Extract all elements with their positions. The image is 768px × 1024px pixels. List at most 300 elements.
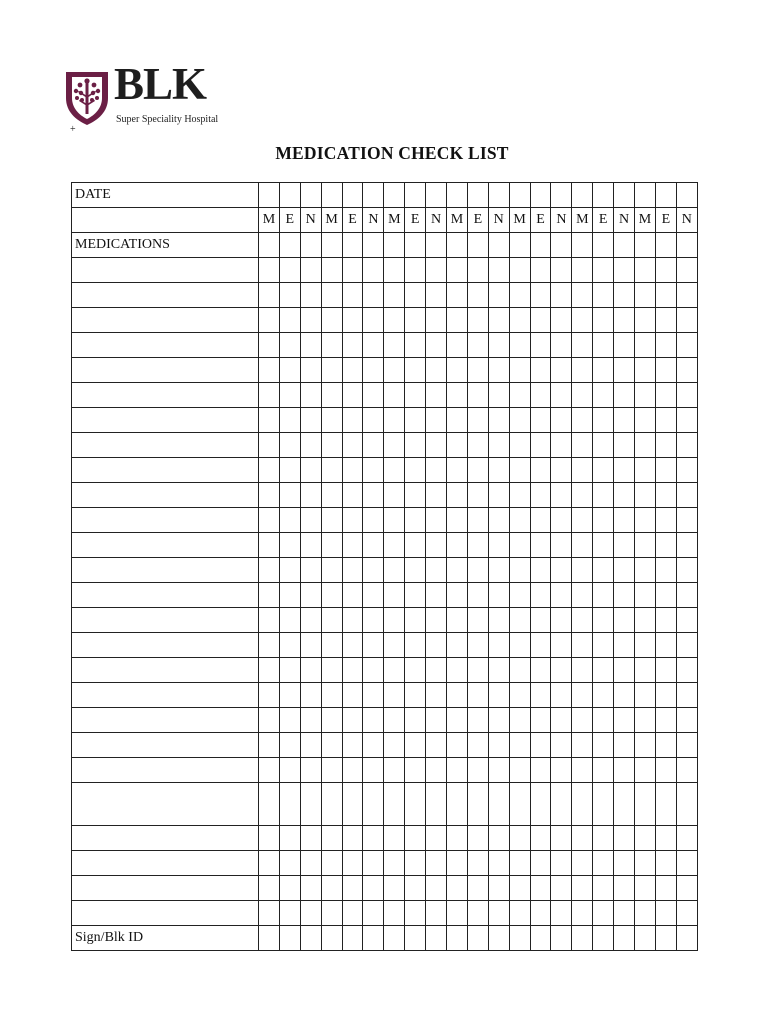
check-cell[interactable]	[572, 826, 593, 851]
check-cell[interactable]	[467, 633, 488, 658]
medication-name-cell[interactable]	[72, 876, 259, 901]
check-cell[interactable]	[447, 783, 468, 826]
check-cell[interactable]	[259, 901, 280, 926]
check-cell[interactable]	[551, 558, 572, 583]
check-cell[interactable]	[447, 876, 468, 901]
check-cell[interactable]	[572, 633, 593, 658]
check-cell[interactable]	[509, 383, 530, 408]
check-cell[interactable]	[530, 258, 551, 283]
check-cell[interactable]	[593, 633, 614, 658]
date-cell[interactable]	[635, 183, 656, 208]
check-cell[interactable]	[321, 408, 342, 433]
check-cell[interactable]	[279, 283, 300, 308]
check-cell[interactable]	[321, 558, 342, 583]
check-cell[interactable]	[572, 233, 593, 258]
check-cell[interactable]	[572, 308, 593, 333]
check-cell[interactable]	[447, 758, 468, 783]
check-cell[interactable]	[279, 308, 300, 333]
check-cell[interactable]	[342, 308, 363, 333]
check-cell[interactable]	[342, 358, 363, 383]
check-cell[interactable]	[447, 733, 468, 758]
check-cell[interactable]	[384, 683, 405, 708]
check-cell[interactable]	[363, 826, 384, 851]
check-cell[interactable]	[363, 308, 384, 333]
check-cell[interactable]	[363, 733, 384, 758]
check-cell[interactable]	[363, 583, 384, 608]
check-cell[interactable]	[300, 308, 321, 333]
check-cell[interactable]	[509, 258, 530, 283]
medication-name-cell[interactable]	[72, 901, 259, 926]
check-cell[interactable]	[676, 233, 697, 258]
check-cell[interactable]	[593, 283, 614, 308]
check-cell[interactable]	[635, 876, 656, 901]
check-cell[interactable]	[655, 633, 676, 658]
check-cell[interactable]	[551, 358, 572, 383]
check-cell[interactable]	[467, 758, 488, 783]
check-cell[interactable]	[321, 383, 342, 408]
sign-cell[interactable]	[655, 926, 676, 951]
check-cell[interactable]	[279, 233, 300, 258]
check-cell[interactable]	[635, 333, 656, 358]
check-cell[interactable]	[384, 758, 405, 783]
sign-cell[interactable]	[384, 926, 405, 951]
check-cell[interactable]	[300, 851, 321, 876]
check-cell[interactable]	[509, 608, 530, 633]
check-cell[interactable]	[384, 733, 405, 758]
check-cell[interactable]	[300, 508, 321, 533]
medication-name-cell[interactable]	[72, 851, 259, 876]
check-cell[interactable]	[426, 758, 447, 783]
check-cell[interactable]	[300, 533, 321, 558]
check-cell[interactable]	[300, 826, 321, 851]
check-cell[interactable]	[384, 408, 405, 433]
check-cell[interactable]	[572, 851, 593, 876]
check-cell[interactable]	[676, 901, 697, 926]
check-cell[interactable]	[593, 483, 614, 508]
check-cell[interactable]	[551, 851, 572, 876]
sign-cell[interactable]	[405, 926, 426, 951]
check-cell[interactable]	[467, 383, 488, 408]
check-cell[interactable]	[342, 783, 363, 826]
check-cell[interactable]	[426, 683, 447, 708]
medication-name-cell[interactable]	[72, 658, 259, 683]
check-cell[interactable]	[530, 708, 551, 733]
check-cell[interactable]	[614, 533, 635, 558]
check-cell[interactable]	[655, 826, 676, 851]
check-cell[interactable]	[635, 508, 656, 533]
check-cell[interactable]	[363, 558, 384, 583]
check-cell[interactable]	[635, 826, 656, 851]
check-cell[interactable]	[655, 708, 676, 733]
check-cell[interactable]	[300, 876, 321, 901]
check-cell[interactable]	[426, 633, 447, 658]
sign-cell[interactable]	[635, 926, 656, 951]
check-cell[interactable]	[279, 876, 300, 901]
check-cell[interactable]	[342, 901, 363, 926]
check-cell[interactable]	[593, 533, 614, 558]
check-cell[interactable]	[259, 233, 280, 258]
check-cell[interactable]	[593, 558, 614, 583]
check-cell[interactable]	[655, 483, 676, 508]
check-cell[interactable]	[509, 783, 530, 826]
check-cell[interactable]	[635, 733, 656, 758]
date-cell[interactable]	[363, 183, 384, 208]
check-cell[interactable]	[676, 433, 697, 458]
check-cell[interactable]	[384, 901, 405, 926]
check-cell[interactable]	[384, 633, 405, 658]
check-cell[interactable]	[300, 258, 321, 283]
sign-cell[interactable]	[530, 926, 551, 951]
check-cell[interactable]	[447, 233, 468, 258]
check-cell[interactable]	[384, 433, 405, 458]
check-cell[interactable]	[279, 458, 300, 483]
check-cell[interactable]	[614, 608, 635, 633]
check-cell[interactable]	[593, 758, 614, 783]
check-cell[interactable]	[655, 683, 676, 708]
check-cell[interactable]	[259, 633, 280, 658]
check-cell[interactable]	[259, 508, 280, 533]
check-cell[interactable]	[593, 458, 614, 483]
check-cell[interactable]	[530, 683, 551, 708]
check-cell[interactable]	[488, 826, 509, 851]
check-cell[interactable]	[655, 283, 676, 308]
check-cell[interactable]	[447, 633, 468, 658]
check-cell[interactable]	[384, 658, 405, 683]
check-cell[interactable]	[279, 383, 300, 408]
check-cell[interactable]	[300, 358, 321, 383]
check-cell[interactable]	[509, 433, 530, 458]
medication-name-cell[interactable]	[72, 558, 259, 583]
check-cell[interactable]	[530, 733, 551, 758]
check-cell[interactable]	[363, 508, 384, 533]
check-cell[interactable]	[572, 508, 593, 533]
check-cell[interactable]	[279, 533, 300, 558]
check-cell[interactable]	[426, 333, 447, 358]
check-cell[interactable]	[551, 533, 572, 558]
check-cell[interactable]	[488, 358, 509, 383]
check-cell[interactable]	[593, 433, 614, 458]
check-cell[interactable]	[551, 608, 572, 633]
check-cell[interactable]	[655, 408, 676, 433]
check-cell[interactable]	[300, 283, 321, 308]
check-cell[interactable]	[447, 558, 468, 583]
check-cell[interactable]	[614, 708, 635, 733]
medication-name-cell[interactable]	[72, 758, 259, 783]
check-cell[interactable]	[279, 333, 300, 358]
check-cell[interactable]	[259, 358, 280, 383]
check-cell[interactable]	[363, 433, 384, 458]
check-cell[interactable]	[551, 876, 572, 901]
check-cell[interactable]	[509, 558, 530, 583]
check-cell[interactable]	[300, 558, 321, 583]
check-cell[interactable]	[676, 358, 697, 383]
check-cell[interactable]	[635, 708, 656, 733]
check-cell[interactable]	[676, 533, 697, 558]
check-cell[interactable]	[300, 483, 321, 508]
check-cell[interactable]	[676, 508, 697, 533]
check-cell[interactable]	[530, 433, 551, 458]
check-cell[interactable]	[363, 383, 384, 408]
check-cell[interactable]	[572, 283, 593, 308]
check-cell[interactable]	[572, 783, 593, 826]
check-cell[interactable]	[467, 558, 488, 583]
check-cell[interactable]	[593, 733, 614, 758]
check-cell[interactable]	[572, 408, 593, 433]
check-cell[interactable]	[676, 683, 697, 708]
check-cell[interactable]	[384, 258, 405, 283]
check-cell[interactable]	[676, 851, 697, 876]
check-cell[interactable]	[467, 508, 488, 533]
check-cell[interactable]	[363, 333, 384, 358]
check-cell[interactable]	[259, 383, 280, 408]
check-cell[interactable]	[384, 876, 405, 901]
check-cell[interactable]	[405, 533, 426, 558]
check-cell[interactable]	[551, 483, 572, 508]
check-cell[interactable]	[635, 483, 656, 508]
check-cell[interactable]	[551, 433, 572, 458]
check-cell[interactable]	[488, 383, 509, 408]
medication-name-cell[interactable]	[72, 333, 259, 358]
check-cell[interactable]	[405, 233, 426, 258]
check-cell[interactable]	[551, 758, 572, 783]
check-cell[interactable]	[530, 658, 551, 683]
check-cell[interactable]	[509, 283, 530, 308]
check-cell[interactable]	[259, 851, 280, 876]
check-cell[interactable]	[384, 583, 405, 608]
check-cell[interactable]	[614, 901, 635, 926]
check-cell[interactable]	[572, 876, 593, 901]
check-cell[interactable]	[488, 333, 509, 358]
check-cell[interactable]	[530, 758, 551, 783]
check-cell[interactable]	[363, 283, 384, 308]
check-cell[interactable]	[279, 901, 300, 926]
check-cell[interactable]	[488, 233, 509, 258]
check-cell[interactable]	[342, 458, 363, 483]
check-cell[interactable]	[676, 258, 697, 283]
check-cell[interactable]	[635, 308, 656, 333]
check-cell[interactable]	[530, 608, 551, 633]
check-cell[interactable]	[488, 308, 509, 333]
check-cell[interactable]	[342, 383, 363, 408]
check-cell[interactable]	[384, 233, 405, 258]
check-cell[interactable]	[426, 558, 447, 583]
check-cell[interactable]	[405, 876, 426, 901]
check-cell[interactable]	[447, 333, 468, 358]
check-cell[interactable]	[488, 283, 509, 308]
check-cell[interactable]	[551, 683, 572, 708]
check-cell[interactable]	[300, 383, 321, 408]
check-cell[interactable]	[259, 483, 280, 508]
check-cell[interactable]	[384, 851, 405, 876]
check-cell[interactable]	[279, 358, 300, 383]
check-cell[interactable]	[363, 458, 384, 483]
check-cell[interactable]	[676, 783, 697, 826]
check-cell[interactable]	[635, 358, 656, 383]
check-cell[interactable]	[551, 383, 572, 408]
check-cell[interactable]	[447, 283, 468, 308]
check-cell[interactable]	[279, 508, 300, 533]
check-cell[interactable]	[300, 633, 321, 658]
check-cell[interactable]	[572, 901, 593, 926]
date-cell[interactable]	[342, 183, 363, 208]
check-cell[interactable]	[467, 733, 488, 758]
check-cell[interactable]	[363, 683, 384, 708]
date-cell[interactable]	[676, 183, 697, 208]
check-cell[interactable]	[509, 683, 530, 708]
check-cell[interactable]	[363, 876, 384, 901]
check-cell[interactable]	[572, 483, 593, 508]
check-cell[interactable]	[426, 433, 447, 458]
check-cell[interactable]	[655, 333, 676, 358]
check-cell[interactable]	[426, 483, 447, 508]
check-cell[interactable]	[279, 258, 300, 283]
check-cell[interactable]	[488, 758, 509, 783]
check-cell[interactable]	[447, 608, 468, 633]
check-cell[interactable]	[488, 658, 509, 683]
check-cell[interactable]	[259, 458, 280, 483]
check-cell[interactable]	[614, 283, 635, 308]
check-cell[interactable]	[363, 258, 384, 283]
check-cell[interactable]	[447, 508, 468, 533]
check-cell[interactable]	[384, 308, 405, 333]
check-cell[interactable]	[405, 558, 426, 583]
check-cell[interactable]	[259, 608, 280, 633]
check-cell[interactable]	[509, 458, 530, 483]
check-cell[interactable]	[676, 733, 697, 758]
check-cell[interactable]	[593, 783, 614, 826]
check-cell[interactable]	[300, 233, 321, 258]
check-cell[interactable]	[279, 733, 300, 758]
check-cell[interactable]	[467, 333, 488, 358]
check-cell[interactable]	[572, 658, 593, 683]
check-cell[interactable]	[593, 408, 614, 433]
check-cell[interactable]	[279, 558, 300, 583]
check-cell[interactable]	[342, 583, 363, 608]
check-cell[interactable]	[614, 308, 635, 333]
check-cell[interactable]	[655, 876, 676, 901]
check-cell[interactable]	[321, 851, 342, 876]
check-cell[interactable]	[405, 308, 426, 333]
check-cell[interactable]	[279, 783, 300, 826]
check-cell[interactable]	[614, 658, 635, 683]
medication-name-cell[interactable]	[72, 283, 259, 308]
check-cell[interactable]	[655, 258, 676, 283]
check-cell[interactable]	[635, 633, 656, 658]
check-cell[interactable]	[635, 683, 656, 708]
check-cell[interactable]	[551, 508, 572, 533]
check-cell[interactable]	[488, 533, 509, 558]
check-cell[interactable]	[614, 783, 635, 826]
check-cell[interactable]	[655, 358, 676, 383]
check-cell[interactable]	[467, 876, 488, 901]
check-cell[interactable]	[551, 308, 572, 333]
check-cell[interactable]	[405, 826, 426, 851]
check-cell[interactable]	[259, 783, 280, 826]
date-cell[interactable]	[300, 183, 321, 208]
check-cell[interactable]	[405, 583, 426, 608]
check-cell[interactable]	[593, 308, 614, 333]
sign-cell[interactable]	[279, 926, 300, 951]
medication-name-cell[interactable]	[72, 433, 259, 458]
sign-cell[interactable]	[676, 926, 697, 951]
check-cell[interactable]	[447, 533, 468, 558]
check-cell[interactable]	[530, 233, 551, 258]
check-cell[interactable]	[384, 826, 405, 851]
check-cell[interactable]	[363, 901, 384, 926]
check-cell[interactable]	[488, 458, 509, 483]
date-cell[interactable]	[572, 183, 593, 208]
check-cell[interactable]	[300, 458, 321, 483]
check-cell[interactable]	[384, 608, 405, 633]
check-cell[interactable]	[342, 483, 363, 508]
check-cell[interactable]	[614, 433, 635, 458]
check-cell[interactable]	[593, 826, 614, 851]
check-cell[interactable]	[676, 608, 697, 633]
check-cell[interactable]	[488, 508, 509, 533]
check-cell[interactable]	[676, 408, 697, 433]
check-cell[interactable]	[321, 683, 342, 708]
check-cell[interactable]	[426, 283, 447, 308]
medication-name-cell[interactable]	[72, 683, 259, 708]
check-cell[interactable]	[572, 708, 593, 733]
check-cell[interactable]	[384, 358, 405, 383]
check-cell[interactable]	[279, 683, 300, 708]
sign-cell[interactable]	[321, 926, 342, 951]
check-cell[interactable]	[300, 433, 321, 458]
check-cell[interactable]	[614, 383, 635, 408]
check-cell[interactable]	[259, 333, 280, 358]
check-cell[interactable]	[321, 508, 342, 533]
check-cell[interactable]	[259, 658, 280, 683]
check-cell[interactable]	[363, 851, 384, 876]
check-cell[interactable]	[593, 608, 614, 633]
check-cell[interactable]	[467, 683, 488, 708]
check-cell[interactable]	[614, 333, 635, 358]
check-cell[interactable]	[447, 901, 468, 926]
check-cell[interactable]	[530, 458, 551, 483]
sign-cell[interactable]	[572, 926, 593, 951]
check-cell[interactable]	[467, 258, 488, 283]
sign-cell[interactable]	[509, 926, 530, 951]
check-cell[interactable]	[635, 533, 656, 558]
check-cell[interactable]	[321, 233, 342, 258]
check-cell[interactable]	[300, 408, 321, 433]
check-cell[interactable]	[655, 583, 676, 608]
check-cell[interactable]	[488, 783, 509, 826]
check-cell[interactable]	[426, 583, 447, 608]
check-cell[interactable]	[593, 333, 614, 358]
check-cell[interactable]	[676, 333, 697, 358]
check-cell[interactable]	[614, 876, 635, 901]
check-cell[interactable]	[635, 283, 656, 308]
sign-cell[interactable]	[551, 926, 572, 951]
check-cell[interactable]	[635, 408, 656, 433]
check-cell[interactable]	[530, 851, 551, 876]
check-cell[interactable]	[551, 283, 572, 308]
date-cell[interactable]	[530, 183, 551, 208]
check-cell[interactable]	[572, 733, 593, 758]
check-cell[interactable]	[509, 408, 530, 433]
check-cell[interactable]	[635, 758, 656, 783]
check-cell[interactable]	[467, 233, 488, 258]
date-cell[interactable]	[614, 183, 635, 208]
check-cell[interactable]	[300, 658, 321, 683]
check-cell[interactable]	[509, 583, 530, 608]
check-cell[interactable]	[488, 683, 509, 708]
sign-cell[interactable]	[593, 926, 614, 951]
check-cell[interactable]	[426, 533, 447, 558]
check-cell[interactable]	[447, 308, 468, 333]
